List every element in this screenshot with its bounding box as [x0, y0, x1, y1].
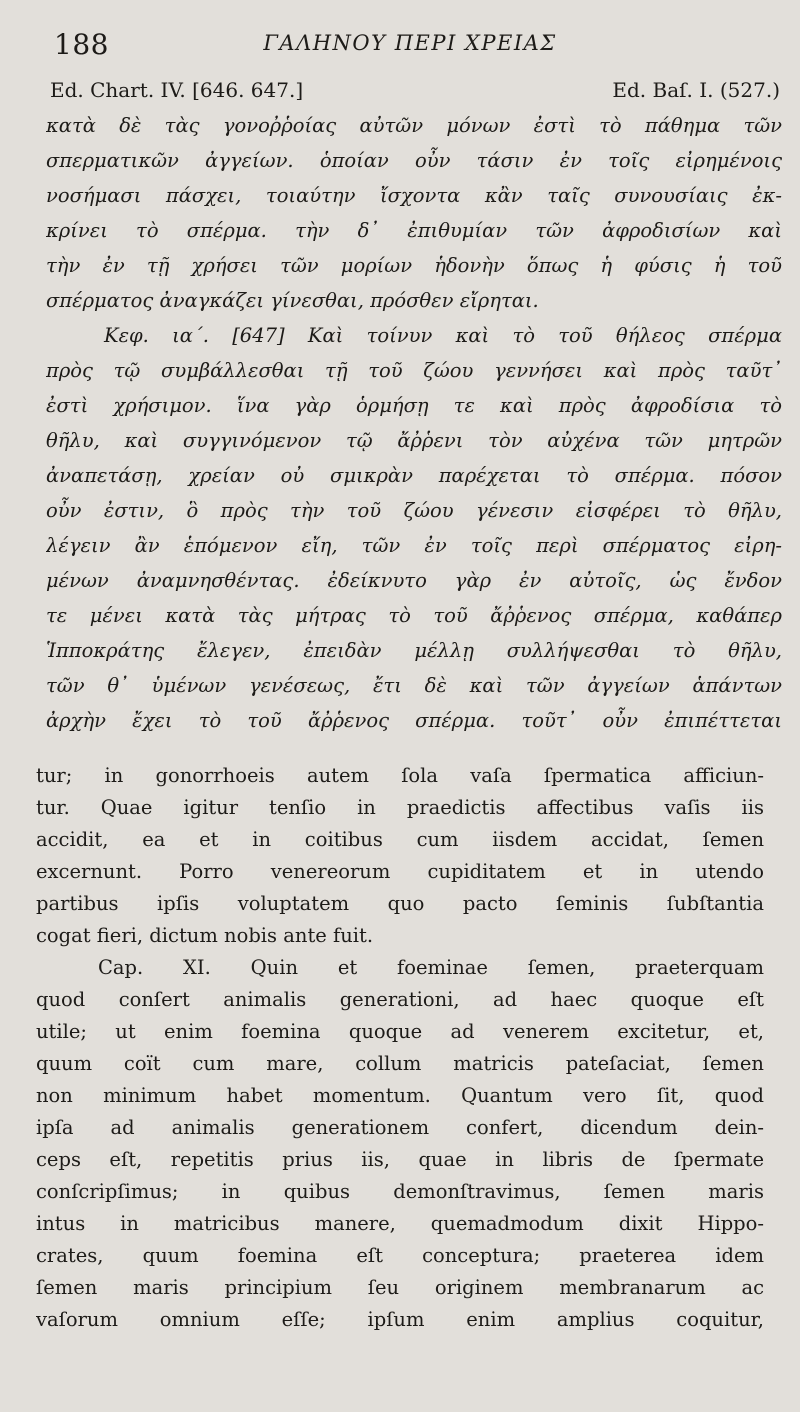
latin-line: utile; ut enim foemina quoque ad venerem excitetur, et,	[36, 1020, 764, 1043]
greek-line: μένων ἀναμνησθέντας. ἐδείκνυτο γὰρ ἐν αὐτοῖς, ὡς ἔνδον	[46, 569, 782, 592]
greek-line: Ἱπποκράτης ἔλεγεν, ἐπειδὰν μέλλῃ συλλήψεσθαι τὸ θῆλυ,	[46, 639, 782, 662]
greek-line: πρὸς τῷ συμβάλλεσθαι τῇ τοῦ ζώου γεννήσει καὶ πρὸς ταῦτ᾽	[46, 359, 782, 382]
running-title: ΓΑΛΗΝΟΥ ΠΕΡΙ ΧΡΕΙΑΣ	[263, 31, 557, 55]
latin-line: partibus ipſis voluptatem quo pacto ſeminis ſubſtantia	[36, 892, 764, 915]
latin-line: excernunt. Porro venereorum cupiditatem et in utendo	[36, 860, 764, 883]
latin-line: ſemen maris principium ſeu originem membranarum ac	[36, 1276, 764, 1299]
edition-reference-line	[50, 78, 780, 106]
edition-basel-reference: Ed. Baſ. I. (527.)	[612, 78, 780, 102]
greek-line: λέγειν ἂν ἑπόμενον εἴη, τῶν ἐν τοῖς περὶ σπέρματος εἰρη-	[46, 534, 782, 557]
greek-line: νοσήμασι πάσχει, τοιαύτην ἴσχοντα κἂν ταῖς συνουσίαις ἐκ-	[46, 184, 782, 207]
latin-line: vaſorum omnium eſſe; ipſum enim amplius coquitur,	[36, 1308, 764, 1331]
greek-line: ἀναπετάσῃ, χρείαν οὐ σμικρὰν παρέχεται τὸ σπέρμα. πόσον	[46, 464, 782, 487]
latin-line: conſcripſimus; in quibus demonſtravimus, ſemen maris	[36, 1180, 764, 1203]
greek-text-block	[46, 108, 782, 738]
greek-line: κατὰ δὲ τὰς γονοῤῥοίας αὐτῶν μόνων ἐστὶ τὸ πάθημα τῶν	[46, 114, 782, 137]
latin-line: quum coït cum mare, collum matricis pateſaciat, ſemen	[36, 1052, 764, 1075]
latin-text-block	[36, 760, 764, 1336]
greek-line: τῶν θ᾽ ὑμένων γενέσεως, ἔτι δὲ καὶ τῶν ἀγγείων ἁπάντων	[46, 674, 782, 697]
page-header	[34, 28, 786, 64]
latin-line: tur; in gonorrhoeis autem ſola vaſa ſpermatica afficiun-	[36, 764, 764, 787]
greek-line: τὴν ἐν τῇ χρήσει τῶν μορίων ἡδονὴν ὅπως ἡ φύσις ἡ τοῦ	[46, 254, 782, 277]
latin-line: tur. Quae igitur tenſio in praedictis affectibus vaſis iis	[36, 796, 764, 819]
latin-line: crates, quum foemina eſt conceptura; praeterea idem	[36, 1244, 764, 1267]
greek-line: σπέρματος ἀναγκάζει γίνεσθαι, πρόσθεν εἴρηται.	[46, 289, 539, 312]
latin-line: ceps eſt, repetitis prius iis, quae in libris de ſpermate	[36, 1148, 764, 1171]
greek-chapter-heading-line: Κεφ. ια΄. [647] Καὶ τοίνυν καὶ τὸ τοῦ θήλεος σπέρμα	[104, 324, 782, 347]
greek-line: οὖν ἐστιν, ὃ πρὸς τὴν τοῦ ζώου γένεσιν εἰσφέρει τὸ θῆλυ,	[46, 499, 782, 522]
greek-line: ἀρχὴν ἔχει τὸ τοῦ ἄῤῥενος σπέρμα. τοῦτ᾽ οὖν ἐπιπέττεται	[46, 709, 782, 732]
latin-line: cogat fieri, dictum nobis ante fuit.	[36, 924, 374, 947]
greek-line: ἐστὶ χρήσιμον. ἵνα γὰρ ὁρμήσῃ τε καὶ πρὸς ἀφροδίσια τὸ	[46, 394, 782, 417]
edition-chartier-reference: Ed. Chart. IV. [646. 647.]	[50, 78, 304, 102]
latin-line: accidit, ea et in coitibus cum iisdem accidat, ſemen	[36, 828, 764, 851]
latin-line: ipſa ad animalis generationem confert, dicendum dein-	[36, 1116, 764, 1139]
latin-line: non minimum habet momentum. Quantum vero ſit, quod	[36, 1084, 764, 1107]
page-number: 188	[54, 28, 109, 61]
greek-line: τε μένει κατὰ τὰς μήτρας τὸ τοῦ ἄῤῥενος σπέρμα, καθάπερ	[46, 604, 782, 627]
greek-line: κρίνει τὸ σπέρμα. τὴν δ᾽ ἐπιθυμίαν τῶν ἀφροδισίων καὶ	[46, 219, 782, 242]
greek-line: σπερματικῶν ἀγγείων. ὁποίαν οὖν τάσιν ἐν τοῖς εἰρημένοις	[46, 149, 782, 172]
latin-line: intus in matricibus manere, quemadmodum dixit Hippo-	[36, 1212, 764, 1235]
latin-line: quod conſert animalis generationi, ad haec quoque eſt	[36, 988, 764, 1011]
latin-chapter-heading-line: Cap. XI. Quin et foeminae ſemen, praeterquam	[98, 956, 764, 979]
greek-line: θῆλυ, καὶ συγγινόμενον τῷ ἄῤῥενι τὸν αὐχένα τῶν μητρῶν	[46, 429, 782, 452]
